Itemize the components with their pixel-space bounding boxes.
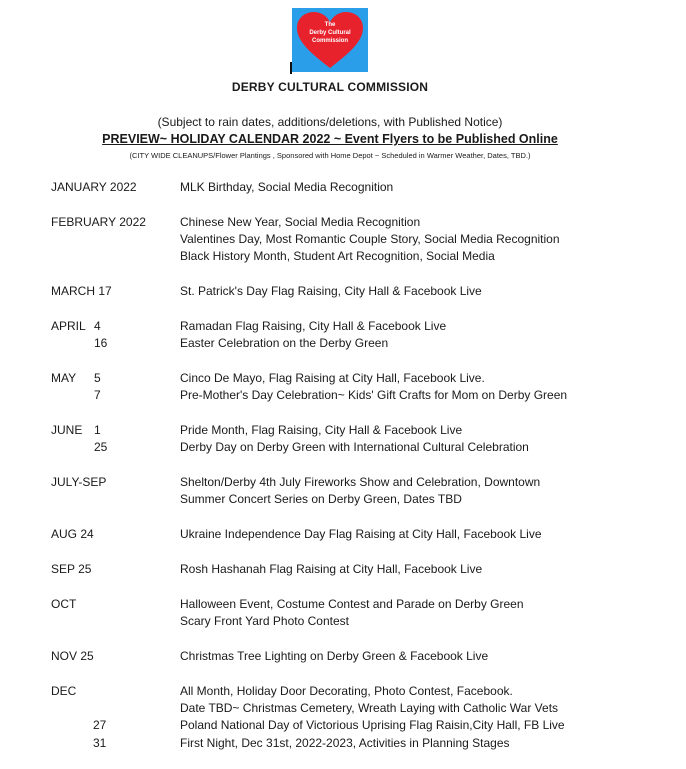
month-label: JUNE (51, 423, 83, 437)
event-text: Halloween Event, Costume Contest and Parade on Derby Green (180, 597, 524, 611)
event-text: Scary Front Yard Photo Contest (180, 614, 349, 628)
month-label: MAY (51, 371, 77, 385)
month-label: MARCH 17 (51, 284, 112, 298)
subtitle: (Subject to rain dates, additions/deletions, with Published Notice) (157, 115, 503, 129)
month-label: DEC (51, 684, 77, 698)
logo-line-2: Derby Cultural (309, 30, 351, 36)
day-label: 31 (93, 736, 107, 750)
logo-line-3: Commission (311, 38, 348, 44)
event-text: Chinese New Year, Social Media Recognition (180, 215, 421, 229)
event-text: First Night, Dec 31st, 2022-2023, Activities in Planning Stages (180, 736, 510, 750)
event-text: Black History Month, Student Art Recognition, Social Media (180, 249, 495, 263)
month-label: FEBRUARY 2022 (51, 215, 146, 229)
event-text: Christmas Tree Lighting on Derby Green & Facebook Live (180, 649, 489, 663)
day-label: 4 (94, 319, 101, 333)
event-text: Easter Celebration on the Derby Green (180, 336, 389, 350)
event-text: Shelton/Derby 4th July Fireworks Show and Celebration, Downtown (180, 475, 541, 489)
day-label: 1 (94, 423, 101, 437)
event-text: Poland National Day of Victorious Uprising Flag Raisin,City Hall, FB Live (180, 718, 565, 732)
event-text: Derby Day on Derby Green with International Cultural Celebration (180, 440, 529, 454)
event-text: Summer Concert Series on Derby Green, Dates TBD (180, 492, 462, 506)
event-text: MLK Birthday, Social Media Recognition (180, 180, 394, 194)
day-label: 27 (93, 718, 107, 732)
month-label: JULY-SEP (51, 475, 107, 489)
event-text: Date TBD~ Christmas Cemetery, Wreath Laying with Catholic War Vets (180, 701, 559, 715)
logo-line-1: The (324, 22, 336, 28)
month-label: APRIL (51, 319, 86, 333)
event-text: Pride Month, Flag Raising, City Hall & Facebook Live (180, 423, 463, 437)
day-label: 5 (94, 371, 101, 385)
month-label: OCT (51, 597, 77, 611)
text-cursor (290, 62, 292, 74)
commission-logo (292, 8, 368, 72)
day-label: 7 (94, 388, 101, 402)
org-title: DERBY CULTURAL COMMISSION (231, 80, 429, 94)
event-text: Ukraine Independence Day Flag Raising at City Hall, Facebook Live (180, 527, 542, 541)
event-text: Rosh Hashanah Flag Raising at City Hall, Facebook Live (180, 562, 483, 576)
month-label: JANUARY 2022 (51, 180, 137, 194)
event-text: All Month, Holiday Door Decorating, Photo Contest, Facebook. (180, 684, 513, 698)
cleanups-note: (CITY WIDE CLEANUPS/Flower Plantings , Sponsored with Home Depot ~ Scheduled in Warmer Weather, Dates, TBD.) (129, 151, 531, 160)
day-label: 25 (94, 440, 108, 454)
event-text: Ramadan Flag Raising, City Hall & Facebook Live (180, 319, 447, 333)
preview-heading: PREVIEW~ HOLIDAY CALENDAR 2022 ~ Event Flyers to be Published Online (102, 132, 558, 146)
event-text: Cinco De Mayo, Flag Raising at City Hall, Facebook Live. (180, 371, 485, 385)
month-label: AUG 24 (51, 527, 94, 541)
event-text: St. Patrick's Day Flag Raising, City Hall & Facebook Live (180, 284, 482, 298)
event-text: Pre-Mother's Day Celebration~ Kids' Gift Crafts for Mom on Derby Green (180, 388, 568, 402)
month-label: SEP 25 (51, 562, 92, 576)
event-text: Valentines Day, Most Romantic Couple Story, Social Media Recognition (180, 232, 560, 246)
day-label: 16 (94, 336, 108, 350)
month-label: NOV 25 (51, 649, 94, 663)
